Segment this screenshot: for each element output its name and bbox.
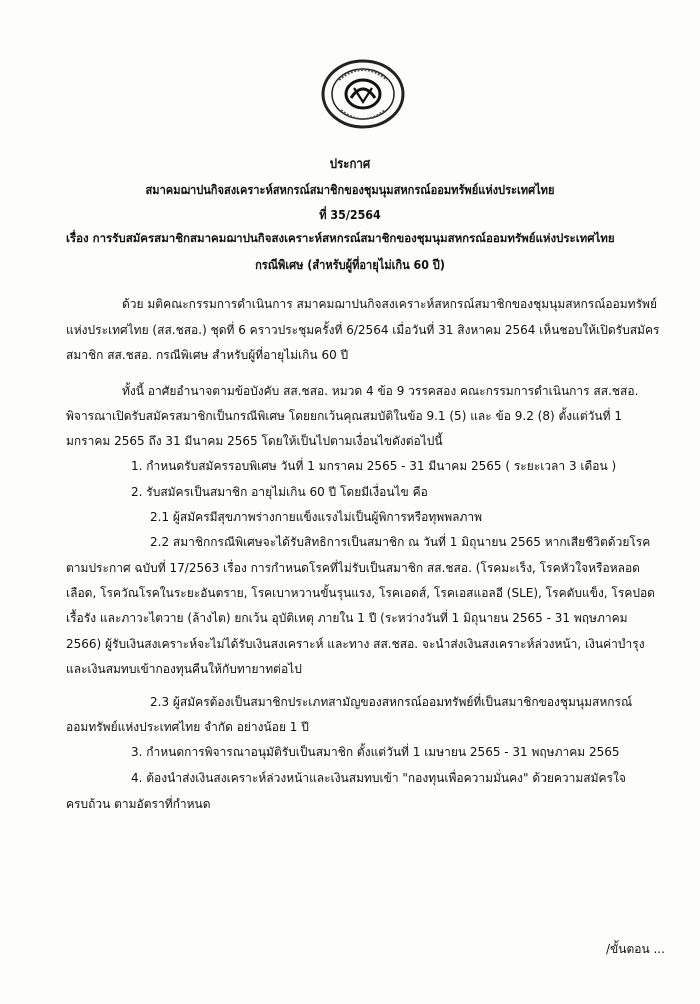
item-2-1: 2.1 ผู้สมัครมีสุขภาพร่างกายแข็งแรงไม่เป็นผู้พิการหรือทุพพลภาพ [150,510,483,524]
item-2-2-line-5: 2566) ผู้รับเงินสงเคราะห์จะไม่ได้รับเงินสงเคราะห์ และทาง สส.ชสอ. จะนำส่งเงินสงเคราะห์ล่วงหน้า, เงินค่าบำรุง [66,637,645,651]
announcement-number: ที่ 35/2564 [319,207,381,222]
paragraph-1-line-3: สมาชิก สส.ชสอ. กรณีพิเศษ สำหรับผู้ที่อายุไม่เกิน 60 ปี [66,348,349,362]
item-2-2-line-3: เลือด, โรควัณโรคในระยะอันตราย, โรคเบาหวานขั้นรุนแรง, โรคเอดส์, โรคเอสแอลอี (SLE), โรคตับแข็ง, โรคปอด [66,586,655,600]
paragraph-1-line-1: ด้วย มติคณะกรรมการดำเนินการ สมาคมฌาปนกิจสงเคราะห์สหกรณ์สมาชิกของชุมนุมสหกรณ์ออมทรัพย์ [122,297,657,311]
item-4-line-2: ครบถ้วน ตามอัตราที่กำหนด [66,797,211,811]
item-2-2-line-2: ตามประกาศ ฉบับที่ 17/2563 เรื่อง การกำหนดโรคที่ไม่รับเป็นสมาชิก สส.ชสอ. (โรคมะเร็ง, โรคหัวใจหรือหลอด [66,561,640,575]
item-2-2-line-6: และเงินสมทบเข้ากองทุนคืนให้กับทายาทต่อไป [66,662,302,676]
paragraph-2-line-3: มกราคม 2565 ถึง 31 มีนาคม 2565 โดยให้เป็นไปตามเงื่อนไขดังต่อไปนี้ [66,434,443,448]
subject-line-1: เรื่อง การรับสมัครสมาชิกสมาคมฌาปนกิจสงเคราะห์สหกรณ์สมาชิกของชุมนุมสหกรณ์ออมทรัพย์แห่งประเทศไทย [66,231,615,245]
continued-marker: /ขั้นตอน ... [606,942,665,956]
item-2-3-line-1: 2.3 ผู้สมัครต้องเป็นสมาชิกประเภทสามัญของสหกรณ์ออมทรัพย์ที่เป็นสมาชิกของชุมนุมสหกรณ์ [150,695,633,709]
paragraph-1-line-2: แห่งประเทศไทย (สส.ชสอ.) ชุดที่ 6 คราวประชุมครั้งที่ 6/2564 เมื่อวันที่ 31 สิงหาคม 2564 เห็นชอบให้เปิดรับสมัคร [66,323,660,337]
item-4-line-1: 4. ต้องนำส่งเงินสงเคราะห์ล่วงหน้าและเงินสมทบเข้า "กองทุนเพื่อความมั่นคง" ด้วยความสมัครใจ [131,771,626,785]
paragraph-2-line-2: พิจารณาเปิดรับสมัครสมาชิกเป็นกรณีพิเศษ โดยยกเว้นคุณสมบัติในข้อ 9.1 (5) และ ข้อ 9.2 (8) ตั้งแต่วันที่ 1 [66,409,622,423]
association-seal-icon [321,58,405,130]
item-2-2-line-4: เรื้อรัง และภาวะไตวาย (ล้างไต) ยกเว้น อุบัติเหตุ ภายใน 1 ปี (ระหว่างวันที่ 1 มิถุนายน 2565 - 31 พฤษภาคม [66,611,628,625]
subject-line-2: กรณีพิเศษ (สำหรับผู้ที่อายุไม่เกิน 60 ปี) [255,257,445,272]
item-2-2-line-1: 2.2 สมาชิกกรณีพิเศษจะได้รับสิทธิการเป็นสมาชิก ณ วันที่ 1 มิถุนายน 2565 หากเสียชีวิตด้วยโรค [150,535,651,549]
item-2-3-line-2: ออมทรัพย์แห่งประเทศไทย จำกัด อย่างน้อย 1 ปี [66,720,309,734]
announcement-title: ประกาศ [329,157,371,172]
paragraph-2-line-1: ทั้งนี้ อาศัยอำนาจตามข้อบังคับ สส.ชสอ. หมวด 4 ข้อ 9 วรรคสอง คณะกรรมการดำเนินการ สส.ชสอ. [122,384,639,398]
organization-name: สมาคมฌาปนกิจสงเคราะห์สหกรณ์สมาชิกของชุมนุมสหกรณ์ออมทรัพย์แห่งประเทศไทย [145,182,555,197]
item-3: 3. กำหนดการพิจารณาอนุมัติรับเป็นสมาชิก ตั้งแต่วันที่ 1 เมษายน 2565 - 31 พฤษภาคม 2565 [131,745,620,759]
item-1: 1. กำหนดรับสมัครรอบพิเศษ วันที่ 1 มกราคม 2565 - 31 มีนาคม 2565 ( ระยะเวลา 3 เดือน ) [131,459,617,473]
item-2: 2. รับสมัครเป็นสมาชิก อายุไม่เกิน 60 ปี โดยมีเงื่อนไข คือ [131,485,428,499]
